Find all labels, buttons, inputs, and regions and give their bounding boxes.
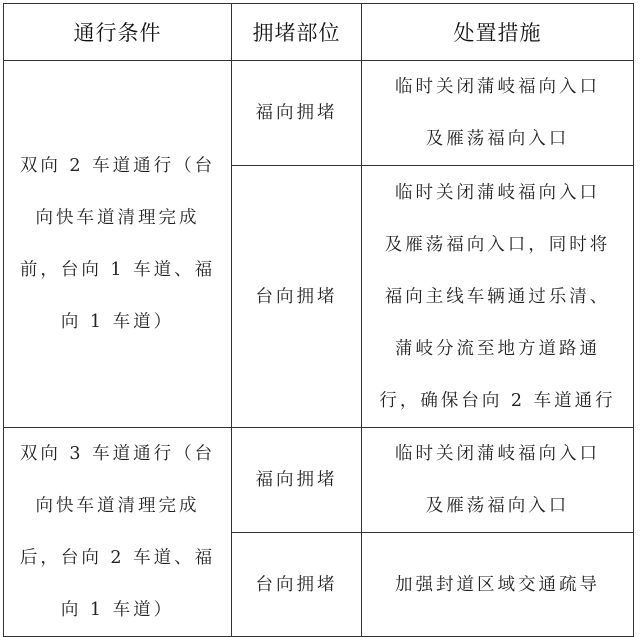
table-row: [4, 428, 634, 533]
condition-line: 向 1 车道）: [60, 312, 175, 332]
condition-line: 向快车道清理完成: [35, 208, 200, 228]
location-cell: 台向拥堵: [232, 533, 362, 637]
measure-line: 及雁荡福向入口: [425, 496, 570, 516]
location-cell: 台向拥堵: [232, 166, 362, 428]
header-condition: 通行条件: [4, 4, 232, 61]
measure-line: 加强封道区域交通疏导: [395, 574, 600, 595]
measure-line: 临时关闭蒲岐福向入口: [395, 182, 600, 203]
condition-cell: [4, 428, 232, 637]
measure-line: 福向主线车辆通过乐清、: [384, 286, 611, 307]
measure-line: 蒲岐分流至地方道路通: [395, 338, 600, 359]
measure-cell: [362, 533, 634, 637]
condition-line: 双向 3 车道通行（台: [19, 444, 216, 464]
condition-line: 向快车道清理完成: [35, 496, 200, 516]
measure-cell: [362, 61, 634, 166]
condition-cell: [4, 61, 232, 428]
measure-line: 及雁荡福向入口，同时将: [384, 234, 611, 255]
measure-line: 行，确保台向 2 车道通行: [379, 390, 616, 411]
header-row: [4, 4, 634, 61]
header-location: 拥堵部位: [232, 4, 362, 61]
measure-line: 临时关闭蒲岐福向入口: [395, 444, 600, 464]
condition-line: 前，台向 1 车道、福: [19, 260, 216, 280]
traffic-measures-table: [3, 3, 634, 637]
location-cell: 福向拥堵: [232, 61, 362, 166]
location-cell: 福向拥堵: [232, 428, 362, 533]
condition-line: 双向 2 车道通行（台: [19, 156, 216, 176]
measure-line: 临时关闭蒲岐福向入口: [395, 77, 600, 97]
condition-line: 向 1 车道）: [60, 600, 175, 620]
measure-line: 及雁荡福向入口: [425, 129, 570, 149]
measure-cell: [362, 166, 634, 428]
header-measure: 处置措施: [362, 4, 634, 61]
table-row: [4, 61, 634, 166]
measure-cell: [362, 428, 634, 533]
condition-line: 后，台向 2 车道、福: [19, 548, 216, 568]
